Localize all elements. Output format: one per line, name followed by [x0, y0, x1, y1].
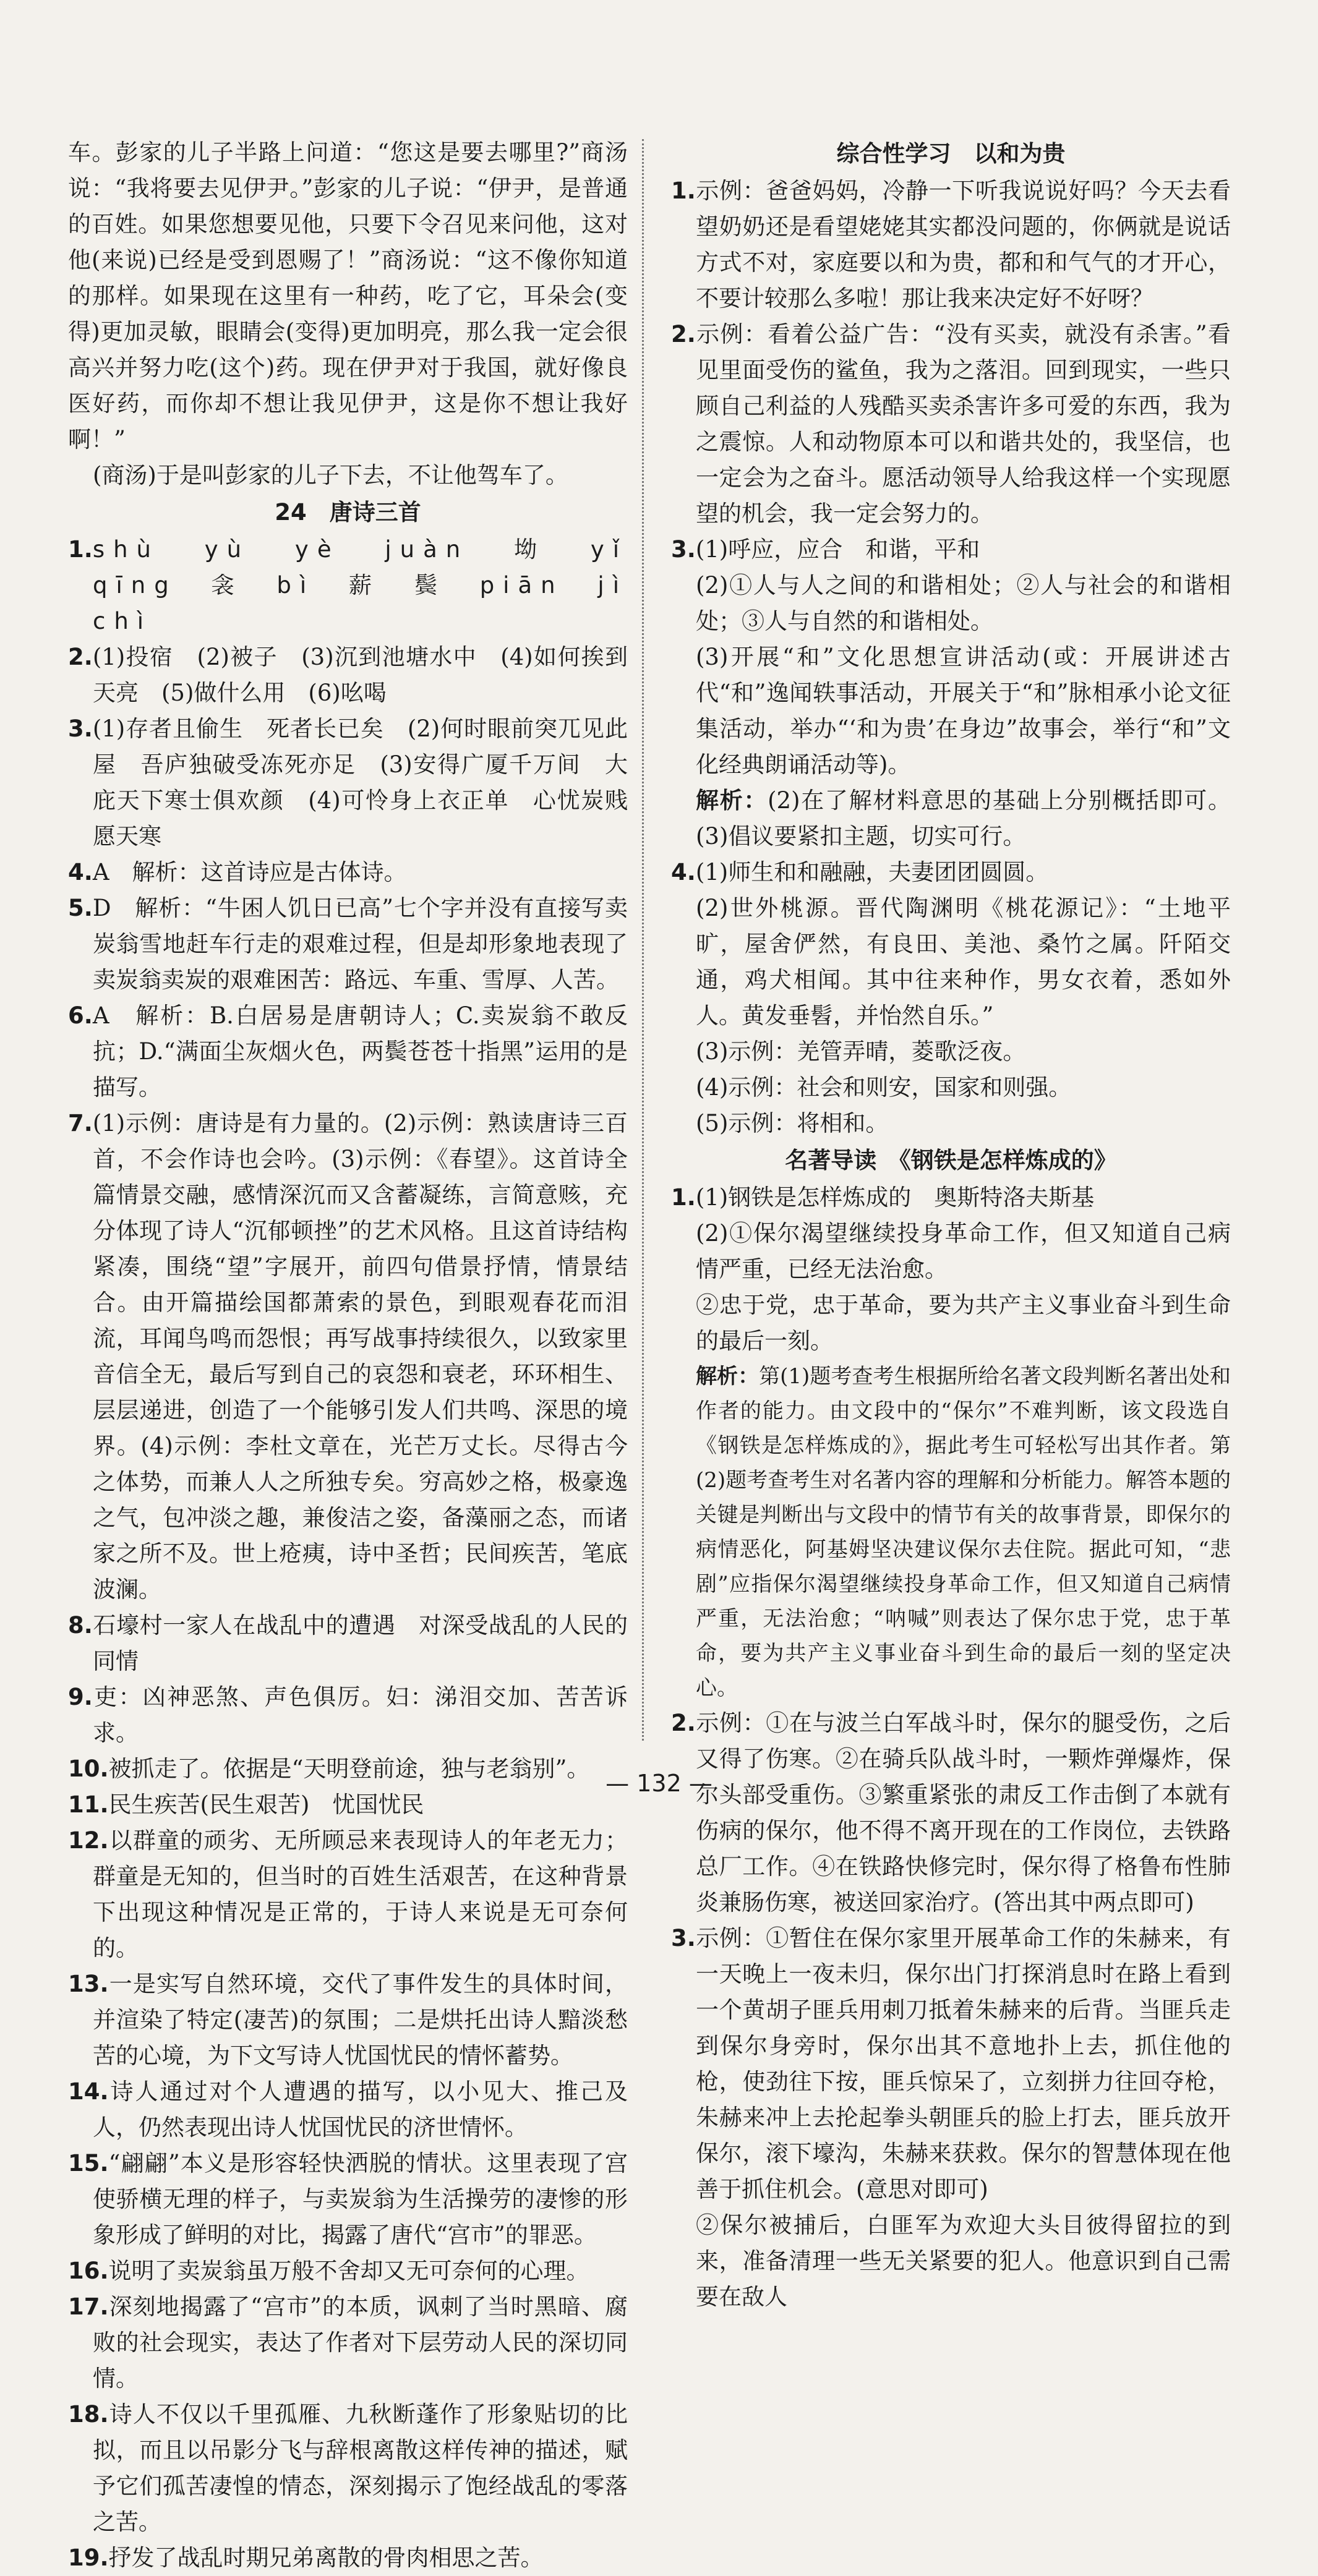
answer-item: 3.示例：①暂住在保尔家里开展革命工作的朱赫来，有一天晚上一夜未归，保尔出门打探消息时在路上看到一个黄胡子匪兵用刺刀抵着朱赫来的后背。当匪兵走到保尔身旁时，保尔出其不意地扑上去，抓住他的枪，使劲往下按，匪兵惊呆了，立刻拼力往回夺枪，朱赫来冲上去抡起拳头朝匪兵的脸上打去，匪兵放开保尔，滚下壕沟，朱赫来获救。保尔的智慧体现在他善于抓住机会。(意思对即可): [671, 1925, 1231, 2203]
answer-item: 4.(1)师生和和融融，夫妻团团圆圆。: [671, 859, 1049, 885]
section-title-tang-poems: 24 唐诗三首: [275, 499, 421, 526]
analysis-note: 解析：(2)在了解材料意思的基础上分别概括即可。(3)倡议要紧扣主题，切实可行。: [696, 787, 1231, 850]
answer-sub: ②保尔被捕后，白匪军为欢迎大头目彼得留拉的到来，准备清理一些无关紧要的犯人。他意识到自己需要在敌人: [696, 2212, 1231, 2310]
page-number: — 132 —: [606, 1770, 712, 1797]
answer-sub: (2)①保尔渴望继续投身革命工作，但又知道自己病情严重，已经无法治愈。: [696, 1220, 1231, 1282]
answer-sub: ②忠于党，忠于革命，要为共产主义事业奋斗到生命的最后一刻。: [696, 1292, 1231, 1354]
answer-sub: (2)世外桃源。晋代陶渊明《桃花源记》：“土地平旷，屋舍俨然，有良田、美池、桑竹之属。阡陌交通，鸡犬相闻。其中往来种作，男女衣着，悉如外人。黄发垂髫，并怡然自乐。”: [696, 895, 1231, 1029]
answer-item: 13.一是实写自然环境，交代了事件发生的具体时间，并渲染了特定(凄苦)的氛围；二是烘托出诗人黯淡愁苦的心境，为下文写诗人忧国忧民的情怀蓄势。: [68, 1971, 628, 2069]
section-title-classic-reading: 名著导读 《钢铁是怎样炼成的》: [785, 1147, 1117, 1174]
answer-item: 3.(1)存者且偷生 死者长已矣 (2)何时眼前突兀见此屋 吾庐独破受冻死亦足 (3)安得广厦千万间 大庇天下寒士俱欢颜 (4)可怜身上衣正单 心忧炭贱愿天寒: [68, 715, 628, 850]
answer-item: 19.抒发了战乱时期兄弟离散的骨肉相思之苦。: [68, 2544, 544, 2571]
answer-sub: (2)①人与人之间的和谐相处；②人与社会的和谐相处；③人与自然的和谐相处。: [696, 572, 1231, 634]
answer-item: 9.吏：凶神恶煞、声色俱厉。妇：涕泪交加、苦苦诉求。: [68, 1684, 628, 1746]
answer-item: 8.石壕村一家人在战乱中的遭遇 对深受战乱的人民的同情: [68, 1612, 628, 1674]
translation-paragraph: 车。彭家的儿子半路上问道：“您这是要去哪里?”商汤说：“我将要去见伊尹。”彭家的儿子说：“伊尹，是普通的百姓。如果您想要见他，只要下令召见来问他，这对他(来说)已经是受到恩赐了！”商汤说：“这不像你知道的那样。如果现在这里有一种药，吃了它，耳朵会(变得)更加灵敏，眼睛会(变得)更加明亮，那么我一定会很高兴并努力吃(这个)药。现在伊尹对于我国，就好像良医好药，而你却不想让我见伊尹，这是你不想让我好啊！”: [68, 139, 628, 453]
answer-item: 4.A 解析：这首诗应是古体诗。: [68, 859, 407, 885]
answer-item: 2.示例：①在与波兰白军战斗时，保尔的腿受伤，之后又得了伤寒。②在骑兵队战斗时，一颗炸弹爆炸，保尔头部受重伤。③繁重紧张的肃反工作击倒了本就有伤病的保尔，他不得不离开现在的工作岗位，去铁路总厂工作。④在铁路快修完时，保尔得了格鲁布性肺炎兼肠伤寒，被送回家治疗。(答出其中两点即可): [671, 1710, 1231, 1916]
answer-item: 2.(1)投宿 (2)被子 (3)沉到池塘水中 (4)如何挨到天亮 (5)做什么用 (6)吆喝: [68, 644, 628, 706]
answer-item: 3.(1)呼应，应合 和谐，平和: [671, 536, 980, 563]
answer-item: 16.说明了卖炭翁虽万般不舍却又无可奈何的心理。: [68, 2258, 589, 2284]
answer-sub: (3)示例：羌管弄晴，菱歌泛夜。: [696, 1038, 1026, 1065]
answer-sub: (4)示例：社会和则安，国家和则强。: [696, 1074, 1072, 1101]
answer-item: 1.示例：爸爸妈妈，冷静一下听我说说好吗？今天去看望奶奶还是看望姥姥其实都没问题的，你俩就是说话方式不对，家庭要以和为贵，都和和气气的才开心，不要计较那么多啦！那让我来决定好不好呀？: [671, 177, 1231, 312]
translation-ending: (商汤)于是叫彭家的儿子下去，不让他驾车了。: [93, 462, 568, 488]
right-column: [671, 135, 1231, 2310]
column-divider: [642, 139, 644, 1741]
answer-item: 1.shù yù yè juàn 坳 yǐ qīng 衾 bì 薪 鬓 piān jì chì: [68, 536, 659, 634]
answer-item: 15.“翩翩”本义是形容轻快洒脱的情状。这里表现了宫使骄横无理的样子，与卖炭翁为生活操劳的凄惨的形象形成了鲜明的对比，揭露了唐代“宫市”的罪恶。: [68, 2150, 628, 2248]
answer-item: 17.深刻地揭露了“宫市”的本质，讽刺了当时黑暗、腐败的社会现实，表达了作者对下层劳动人民的深切同情。: [68, 2293, 628, 2392]
answer-item: 12.以群童的顽劣、无所顾忌来表现诗人的年老无力；群童是无知的，但当时的百姓生活艰苦，在这种背景下出现这种情况是正常的，于诗人来说是无可奈何的。: [68, 1827, 628, 1961]
answer-item: 14.诗人通过对个人遭遇的描写，以小见大、推己及人，仍然表现出诗人忧国忧民的济世情怀。: [68, 2078, 628, 2141]
answer-item: 1.(1)钢铁是怎样炼成的 奥斯特洛夫斯基: [671, 1184, 1095, 1211]
analysis-note: 解析：第(1)题考查考生根据所给名著文段判断名著出处和作者的能力。由文段中的“保尔”不难判断，该文段选自《钢铁是怎样炼成的》，据此考生可轻松写出其作者。第(2)题考查考生对名著内容的理解和分析能力。解答本题的关键是判断出与文段中的情节有关的故事背景，即保尔的病情恶化，阿基姆坚决建议保尔去住院。据此可知，“悲剧”应指保尔渴望继续投身革命工作，但又知道自己病情严重，无法治愈；“呐喊”则表达了保尔忠于党，忠于革命，要为共产主义事业奋斗到生命的最后一刻的坚定决心。: [696, 1364, 1231, 1700]
answer-item: 5.D 解析：“牛困人饥日已高”七个字并没有直接写卖炭翁雪地赶车行走的艰难过程，但是却形象地表现了卖炭翁卖炭的艰难困苦：路远、车重、雪厚、人苦。: [68, 895, 628, 993]
answer-item: 7.(1)示例：唐诗是有力量的。(2)示例：熟读唐诗三百首，不会作诗也会吟。(3)示例：《春望》。这首诗全篇情景交融，感情深沉而又含蓄凝练，言简意赅，充分体现了诗人“沉郁顿挫”的艺术风格。且这首诗结构紧凑，围绕“望”字展开，前四句借景抒情，情景结合。由开篇描绘国都萧索的景色，到眼观春花而泪流，耳闻鸟鸣而怨恨；再写战事持续很久，以致家里音信全无，最后写到自己的哀怨和衰老，环环相生、层层递进，创造了一个能够引发人们共鸣、深思的境界。(4)示例：李杜文章在，光芒万丈长。尽得古今之体势，而兼人人之所独专矣。穷高妙之格，极豪逸之气，包冲淡之趣，兼俊洁之姿，备藻丽之态，而诸家之所不及。世上疮痍，诗中圣哲；民间疾苦，笔底波澜。: [68, 1110, 628, 1603]
answer-item: 2.示例：看着公益广告：“没有买卖，就没有杀害。”看见里面受伤的鲨鱼，我为之落泪。回到现实，一些只顾自己利益的人残酷买卖杀害许多可爱的东西，我为之震惊。人和动物原本可以和谐共处的，我坚信，也一定会为之奋斗。愿活动领导人给我这样一个实现愿望的机会，我一定会努力的。: [671, 321, 1231, 527]
answer-item: 11.民生疾苦(民生艰苦) 忧国忧民: [68, 1791, 424, 1818]
answer-sub: (3)开展“和”文化思想宣讲活动(或：开展讲述古代“和”逸闻轶事活动，开展关于“和”脉相承小论文征集活动，举办“‘和为贵’在身边”故事会，举行“和”文化经典朗诵活动等)。: [696, 644, 1231, 778]
answer-item: 18.诗人不仅以千里孤雁、九秋断蓬作了形象贴切的比拟，而且以吊影分飞与辞根离散这样传神的描述，赋予它们孤苦凄惶的情态，深刻揭示了饱经战乱的零落之苦。: [68, 2401, 628, 2535]
answer-item: 10.被抓走了。依据是“天明登前途，独与老翁别”。: [68, 1755, 590, 1782]
section-title-harmony: 综合性学习 以和为贵: [836, 140, 1066, 167]
answer-sub: (5)示例：将相和。: [696, 1110, 889, 1137]
answer-item: 6.A 解析：B.白居易是唐朝诗人；C.卖炭翁不敢反抗；D.“满面尘灰烟火色，两鬓苍苍十指黑”运用的是描写。: [68, 1002, 628, 1101]
